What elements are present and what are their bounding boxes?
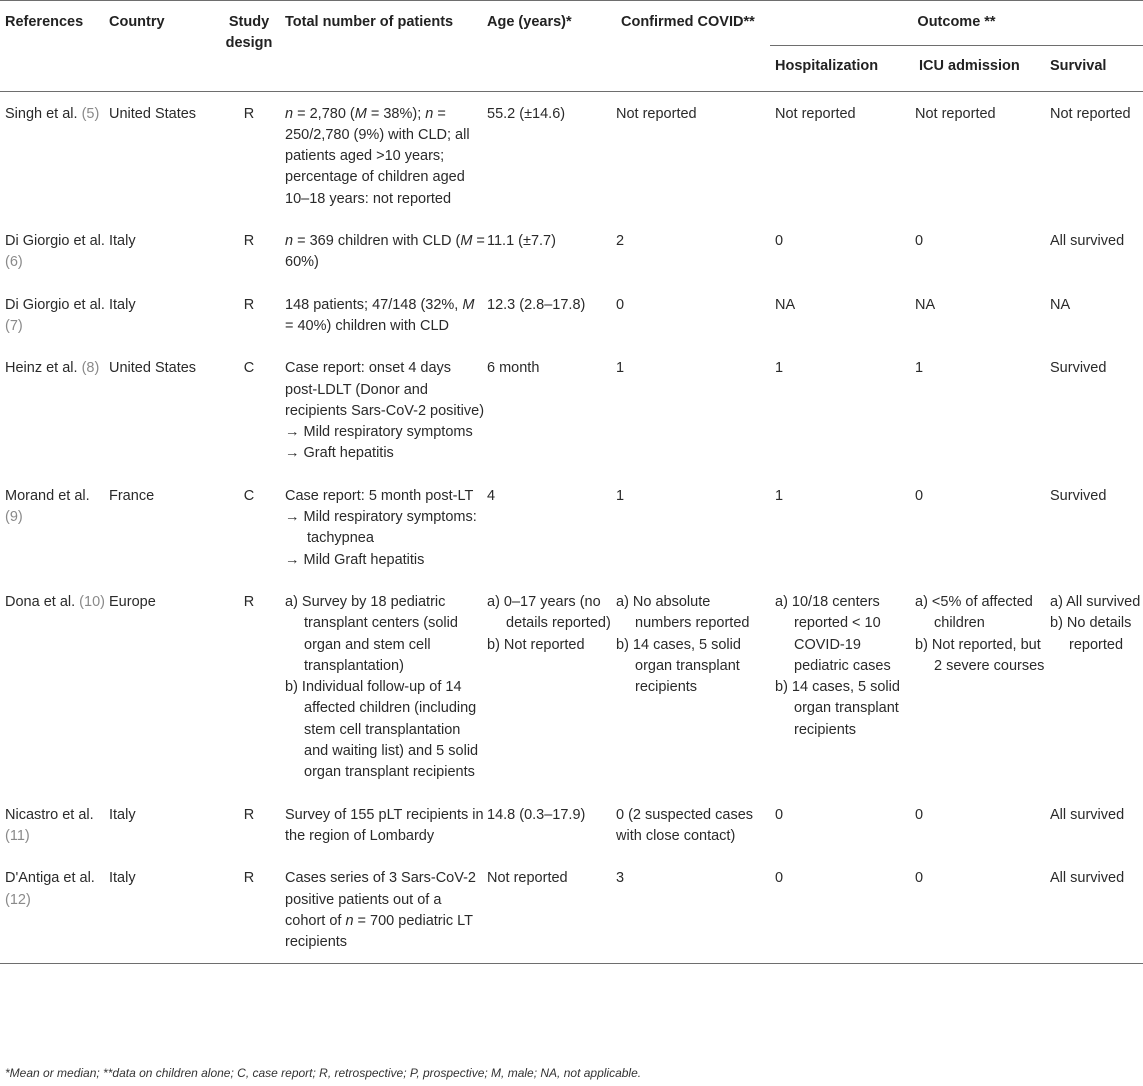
cell-hospitalization: 0 (775, 806, 784, 823)
cell-hospitalization: 1 (775, 360, 784, 377)
cell-reference (0, 220, 107, 284)
header-references: References (5, 14, 84, 30)
cell-icu: 0 (915, 806, 924, 823)
cell-total-patients: 148 patients; 47/148 (32%, M = 40%) children with CLD (285, 296, 475, 334)
cell-reference (0, 475, 107, 581)
list-item: b) 14 cases, 5 solid organ transplant recipients (775, 679, 900, 738)
cell-confirmed: Not reported (616, 105, 697, 122)
cell-survival: All survived (1050, 806, 1125, 823)
cell-icu: NA (915, 296, 936, 313)
reference-text: Di Giorgio et al. (5, 233, 105, 250)
header-total-patients: Total number of patients (285, 14, 454, 30)
cell-total-patients: n = 369 children with CLD (M = 60%) (285, 233, 485, 271)
list-item: b) Not reported (487, 636, 585, 653)
cell-country: Italy (109, 233, 136, 250)
cell-study-design: R (243, 105, 255, 122)
header-row (0, 1, 1143, 46)
cell-study-design: R (243, 806, 255, 823)
table-row (0, 475, 1143, 581)
table-row (0, 794, 1143, 858)
cell-age: 55.2 (±14.6) (487, 105, 566, 122)
cell-total-patients (283, 347, 485, 474)
header-study-design: Study design (225, 14, 273, 52)
list-item: a) <5% of affected children (915, 593, 1033, 632)
cell-country: Italy (109, 296, 136, 313)
header-age: Age (years)* (487, 14, 572, 30)
cell-country: Europe (109, 593, 156, 610)
cell-study-design: C (243, 360, 255, 377)
arrow-item: → Mild respiratory symptoms (285, 424, 473, 441)
cell-hospitalization (770, 581, 910, 794)
list-item: a) 10/18 centers reported < 10 COVID-19 pediatric cases (775, 593, 891, 674)
header-icu-label: ICU admission (919, 58, 1020, 75)
table-footnote: *Mean or median; **data on children alone; C, case report; R, retrospective; P, prospective; M, male; NA, not applicable. (5, 1066, 642, 1080)
cell-icu: 0 (915, 487, 924, 504)
cell-hospitalization: 0 (775, 233, 784, 250)
cell-hospitalization: Not reported (775, 105, 856, 122)
cell-age: 14.8 (0.3–17.9) (487, 806, 586, 823)
cell-confirmed: 1 (616, 487, 625, 504)
reference-number-link[interactable]: (9) (5, 509, 23, 526)
cell-age: 11.1 (±7.7) (487, 233, 556, 250)
table-row (0, 347, 1143, 474)
cell-icu: 1 (915, 360, 924, 377)
cell-total-patients (283, 475, 485, 581)
total-intro: Case report: 5 month post-LT (285, 487, 474, 504)
list-item: b) Not reported, but 2 severe courses (915, 636, 1045, 674)
header-confirmed-label: Confirmed COVID** (621, 14, 755, 30)
reference-number-link[interactable]: (8) (81, 360, 100, 377)
cell-country: United States (109, 360, 197, 377)
list-item: a) No absolute numbers reported (616, 593, 750, 632)
cell-confirmed: 0 (616, 296, 625, 313)
reference-text: Heinz et al. (5, 360, 78, 377)
cell-reference (0, 857, 107, 964)
cell-age: 12.3 (2.8–17.8) (487, 296, 586, 313)
cell-study-design: C (243, 487, 255, 504)
list-item: b) No details reported (1050, 615, 1132, 653)
reference-text: Dona et al. (5, 593, 76, 610)
cell-confirmed: 1 (616, 360, 625, 377)
cell-total-patients: Cases series of 3 Sars-CoV-2 positive patients out of a cohort of n = 700 pediatric LT recipients (285, 870, 476, 951)
cell-total-patients (283, 581, 485, 794)
table-row (0, 220, 1143, 284)
reference-number-link[interactable]: (6) (5, 254, 23, 271)
cell-survival (1045, 581, 1143, 794)
reference-text: Morand et al. (5, 487, 90, 504)
table-row (0, 857, 1143, 964)
cell-reference (0, 347, 107, 474)
list-item: a) All survived (1050, 593, 1141, 610)
reference-number-link[interactable]: (5) (81, 105, 100, 122)
cell-reference (0, 284, 107, 348)
cell-icu: 0 (915, 870, 924, 887)
cell-confirmed: 2 (616, 233, 625, 250)
cell-confirmed: 3 (616, 870, 625, 887)
list-item: a) 0–17 years (no details reported) (487, 593, 611, 632)
arrow-item: → Mild Graft hepatitis (285, 551, 425, 568)
cell-reference (0, 794, 107, 858)
cell-hospitalization: 0 (775, 870, 784, 887)
cell-country: France (109, 487, 155, 504)
table-body (0, 91, 1143, 964)
cell-hospitalization: NA (775, 296, 796, 313)
cell-country: United States (109, 105, 197, 122)
reference-text: D'Antiga et al. (5, 870, 95, 887)
cell-reference (0, 581, 107, 794)
cell-study-design: R (243, 296, 255, 313)
cell-age (485, 581, 614, 794)
header-confirmed-covid (614, 1, 770, 92)
cell-icu (910, 581, 1045, 794)
cell-age: Not reported (487, 870, 568, 887)
cell-study-design: R (243, 233, 255, 250)
cell-survival: Not reported (1050, 105, 1131, 122)
cell-hospitalization: 1 (775, 487, 784, 504)
table-row (0, 284, 1143, 348)
table-row (0, 91, 1143, 220)
cell-age: 6 month (487, 360, 540, 377)
cell-age: 4 (487, 487, 496, 504)
cell-confirmed: 0 (2 suspected cases with close contact) (616, 806, 754, 844)
table-row (0, 581, 1143, 794)
header-survival: Survival (1050, 58, 1107, 75)
total-intro: Case report: onset 4 days post-LDLT (Donor and recipients Sars-CoV-2 positive) (285, 360, 485, 419)
header-outcome: Outcome ** (770, 1, 1143, 46)
cell-icu: 0 (915, 233, 924, 250)
reference-text: Singh et al. (5, 105, 78, 122)
header-hospitalization: Hospitalization (775, 58, 879, 75)
cell-country: Italy (109, 870, 136, 887)
cell-survival: All survived (1050, 870, 1125, 887)
arrow-item: → Mild respiratory symptoms: tachypnea (285, 509, 477, 547)
reference-text: Nicastro et al. (5, 806, 94, 823)
cell-survival: Survived (1050, 360, 1107, 377)
cell-reference (0, 91, 107, 220)
header-icu (910, 46, 1045, 91)
list-item: b) Individual follow-up of 14 affected children (including stem cell transplantation and waiting list) and 5 solid organ transplant recipients (285, 679, 479, 781)
arrow-item: → Graft hepatitis (285, 445, 394, 462)
cell-study-design: R (243, 593, 255, 610)
cell-country: Italy (109, 806, 136, 823)
cell-total-patients: n = 2,780 (M = 38%); n = 250/2,780 (9%) with CLD; all patients aged >10 years; percentage of children aged 10–18 years: not reported (285, 105, 470, 207)
cell-survival: Survived (1050, 487, 1107, 504)
cell-confirmed (614, 581, 770, 794)
cell-icu: Not reported (915, 105, 996, 122)
reference-text: Di Giorgio et al. (5, 296, 105, 313)
reference-number-link[interactable]: (12) (5, 891, 31, 908)
reference-number-link[interactable]: (7) (5, 317, 23, 334)
cell-study-design: R (243, 870, 255, 887)
cell-survival: All survived (1050, 233, 1125, 250)
reference-number-link[interactable]: (10) (79, 593, 105, 610)
list-item: b) 14 cases, 5 solid organ transplant recipients (616, 636, 741, 696)
header-country: Country (109, 14, 165, 30)
cell-survival: NA (1050, 296, 1071, 313)
cell-total-patients: Survey of 155 pLT recipients in the region of Lombardy (285, 806, 484, 844)
reference-number-link[interactable]: (11) (5, 827, 30, 844)
list-item: a) Survey by 18 pediatric transplant centers (solid organ and stem cell transplantation) (285, 593, 458, 674)
